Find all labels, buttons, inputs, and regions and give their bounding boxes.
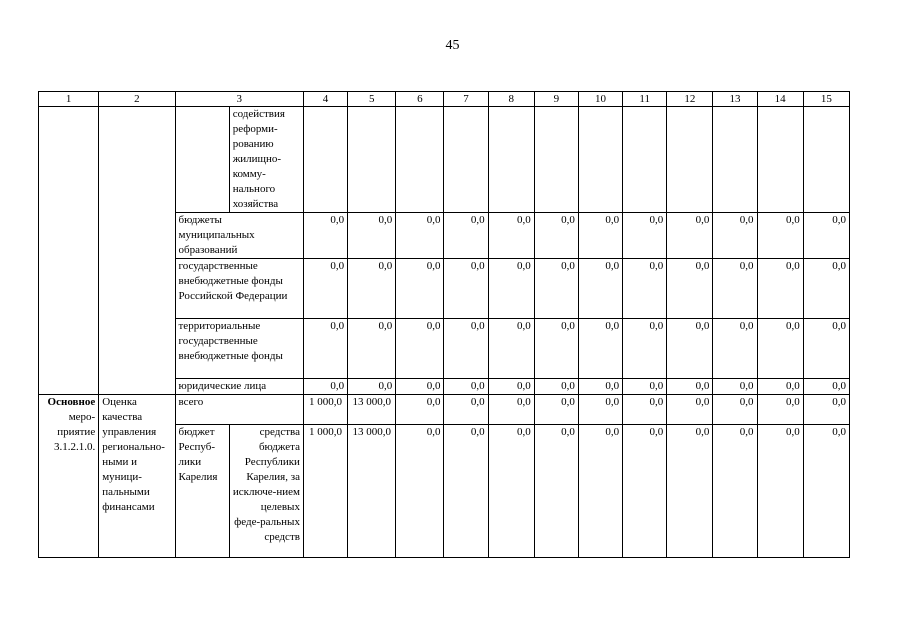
table-row <box>39 107 850 213</box>
value-cell: 0,0 <box>803 213 849 259</box>
header-row <box>39 92 850 107</box>
value-cell: 0,0 <box>348 259 396 319</box>
header-cell: 2 <box>99 92 175 107</box>
measure-id-cell <box>39 395 99 558</box>
table-cell <box>488 107 534 213</box>
table-cell <box>757 107 803 213</box>
source-label: содействия реформи-рованию жилищно-комму-нального хозяйства <box>229 107 303 213</box>
budget-label: бюджет Респуб-лики Карелия <box>175 425 229 558</box>
value-cell: 0,0 <box>348 213 396 259</box>
table-cell <box>667 107 713 213</box>
value-cell: 0,0 <box>667 259 713 319</box>
value-cell: 0,0 <box>803 379 849 395</box>
value-cell: 0,0 <box>488 395 534 425</box>
value-cell: 0,0 <box>488 319 534 379</box>
value-cell: 0,0 <box>396 259 444 319</box>
table-cell <box>175 107 229 213</box>
value-cell: 0,0 <box>667 213 713 259</box>
value-cell: 0,0 <box>713 213 757 259</box>
value-cell: 0,0 <box>578 213 622 259</box>
value-cell: 0,0 <box>623 259 667 319</box>
table-cell <box>396 107 444 213</box>
value-cell: 0,0 <box>623 379 667 395</box>
source-label: юридические лица <box>175 379 303 395</box>
financing-table <box>38 91 850 558</box>
header-cell: 10 <box>578 92 622 107</box>
value-cell: 0,0 <box>623 425 667 558</box>
value-cell: 0,0 <box>303 319 347 379</box>
header-cell: 1 <box>39 92 99 107</box>
table-cell <box>444 107 488 213</box>
table-cell <box>39 107 99 395</box>
value-cell: 0,0 <box>444 425 488 558</box>
value-cell: 0,0 <box>396 319 444 379</box>
header-cell: 4 <box>303 92 347 107</box>
header-cell: 6 <box>396 92 444 107</box>
value-cell: 0,0 <box>303 259 347 319</box>
value-cell: 0,0 <box>396 213 444 259</box>
measure-title: Оценка качества управления регионально-ными и муници-пальными финансами <box>99 395 175 558</box>
value-cell: 0,0 <box>578 425 622 558</box>
value-cell: 0,0 <box>578 379 622 395</box>
value-cell: 0,0 <box>534 425 578 558</box>
table-cell <box>534 107 578 213</box>
table-cell <box>578 107 622 213</box>
table-cell <box>803 107 849 213</box>
value-cell: 0,0 <box>444 379 488 395</box>
value-cell: 0,0 <box>396 395 444 425</box>
value-cell: 0,0 <box>803 425 849 558</box>
value-cell: 0,0 <box>713 259 757 319</box>
value-cell: 0,0 <box>534 319 578 379</box>
value-cell: 0,0 <box>757 213 803 259</box>
value-cell: 0,0 <box>488 213 534 259</box>
value-cell: 0,0 <box>713 425 757 558</box>
value-cell: 0,0 <box>348 319 396 379</box>
value-cell: 0,0 <box>623 319 667 379</box>
value-cell: 0,0 <box>578 259 622 319</box>
header-cell: 13 <box>713 92 757 107</box>
value-cell: 0,0 <box>534 259 578 319</box>
value-cell: 0,0 <box>488 425 534 558</box>
table-cell <box>713 107 757 213</box>
value-cell: 0,0 <box>444 319 488 379</box>
value-cell: 0,0 <box>803 319 849 379</box>
header-cell: 9 <box>534 92 578 107</box>
value-cell: 0,0 <box>667 379 713 395</box>
value-cell: 0,0 <box>713 379 757 395</box>
value-cell: 0,0 <box>803 395 849 425</box>
header-cell: 7 <box>444 92 488 107</box>
value-cell: 0,0 <box>757 395 803 425</box>
source-label: всего <box>175 395 303 425</box>
source-label: территориальные государственные внебюджетные фонды <box>175 319 303 379</box>
value-cell: 0,0 <box>534 213 578 259</box>
source-label: государственные внебюджетные фонды Российской Федерации <box>175 259 303 319</box>
header-cell: 15 <box>803 92 849 107</box>
value-cell: 0,0 <box>534 395 578 425</box>
value-cell: 0,0 <box>578 395 622 425</box>
value-cell: 0,0 <box>803 259 849 319</box>
value-cell: 0,0 <box>444 213 488 259</box>
value-cell: 0,0 <box>348 379 396 395</box>
table-cell <box>99 107 175 395</box>
value-cell: 0,0 <box>757 425 803 558</box>
value-cell: 1 000,0 <box>303 425 347 558</box>
header-cell: 12 <box>667 92 713 107</box>
header-cell: 14 <box>757 92 803 107</box>
table-cell <box>348 107 396 213</box>
value-cell: 1 000,0 <box>303 395 347 425</box>
value-cell: 0,0 <box>396 379 444 395</box>
value-cell: 0,0 <box>623 213 667 259</box>
value-cell: 0,0 <box>534 379 578 395</box>
value-cell: 0,0 <box>667 319 713 379</box>
source-label: средства бюджета Республики Карелия, за исключе-нием целевых феде-ральных средств <box>229 425 303 558</box>
value-cell: 0,0 <box>667 395 713 425</box>
value-cell: 0,0 <box>667 425 713 558</box>
header-cell: 8 <box>488 92 534 107</box>
header-cell: 11 <box>623 92 667 107</box>
value-cell: 13 000,0 <box>348 425 396 558</box>
source-label: бюджеты муниципальных образований <box>175 213 303 259</box>
measure-type: Основное <box>47 396 96 408</box>
value-cell: 0,0 <box>488 259 534 319</box>
header-cell: 5 <box>348 92 396 107</box>
value-cell: 0,0 <box>303 213 347 259</box>
value-cell: 0,0 <box>303 379 347 395</box>
value-cell: 0,0 <box>444 395 488 425</box>
value-cell: 0,0 <box>757 379 803 395</box>
table-cell <box>623 107 667 213</box>
value-cell: 0,0 <box>713 395 757 425</box>
value-cell: 0,0 <box>444 259 488 319</box>
value-cell: 0,0 <box>757 259 803 319</box>
measure-number: меро-приятие 3.1.2.1.0. <box>53 411 96 453</box>
value-cell: 0,0 <box>713 319 757 379</box>
value-cell: 0,0 <box>578 319 622 379</box>
header-cell: 3 <box>175 92 303 107</box>
table-row <box>39 395 850 425</box>
value-cell: 0,0 <box>396 425 444 558</box>
value-cell: 13 000,0 <box>348 395 396 425</box>
page-number: 45 <box>445 38 460 53</box>
value-cell: 0,0 <box>623 395 667 425</box>
table-cell <box>303 107 347 213</box>
value-cell: 0,0 <box>757 319 803 379</box>
value-cell: 0,0 <box>488 379 534 395</box>
